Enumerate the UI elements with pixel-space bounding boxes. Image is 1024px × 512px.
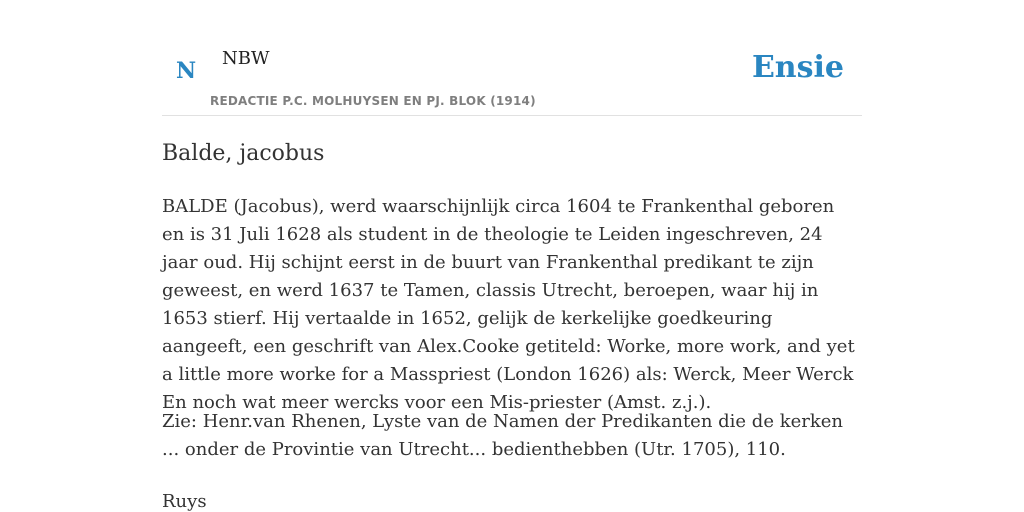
nbw-logo-icon[interactable]: N	[176, 58, 197, 84]
article-title: Balde, jacobus	[162, 141, 325, 166]
ensie-logo[interactable]: Ensie	[751, 50, 844, 85]
page-header	[162, 36, 862, 116]
editors-subtitle: REDACTIE P.C. MOLHUYSEN EN PJ. BLOK (1914)	[210, 94, 536, 108]
work-title[interactable]: NBW	[222, 48, 270, 69]
article-paragraph: Zie: Henr.van Rhenen, Lyste van de Namen der Predikanten die de kerken ... onder de Provintie van Utrecht... bedienthebben (Utr. 1705), 110.	[162, 411, 844, 460]
article-paragraph: BALDE (Jacobus), werd waarschijnlijk circa 1604 te Frankenthal geboren en is 31 Juli 1628 als student in de theologie te Leiden ingeschreven, 24 jaar oud. Hij schijnt eerst in de buurt van Frankenthal predikant te zijn geweest, en werd 1637 te Tamen, classis Utrecht, beroepen, waar hij in 1653 stierf. Hij vertaalde in 1652, gelijk de kerkelijke goedkeuring aangeeft, een geschrift van Alex.Cooke getiteld: Worke, more work, and yet a little more worke for a Masspriest (London 1626) als: Werck, Meer Werck En noch wat meer wercks voor een Mis-priester (Amst. z.j.).	[162, 196, 855, 413]
article-author: Ruys	[162, 491, 207, 512]
